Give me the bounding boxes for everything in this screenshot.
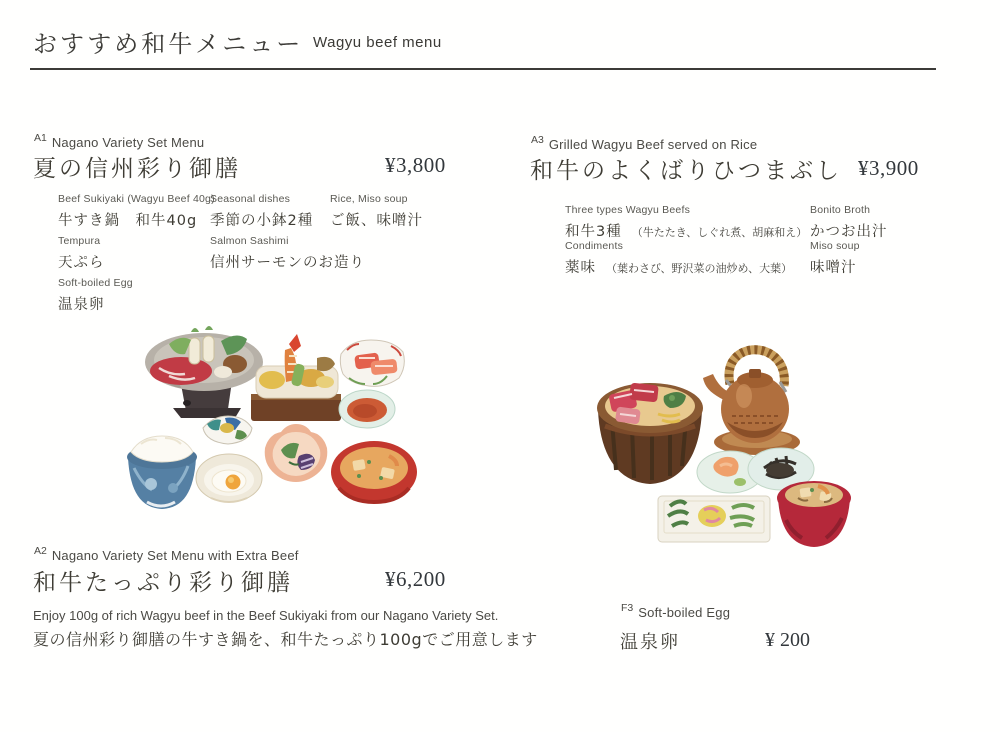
f3-title: 温泉卵 xyxy=(620,632,680,653)
f3-section-label xyxy=(621,602,730,620)
f3-price: ¥ 200 xyxy=(765,629,810,651)
item-label-en: Seasonal dishes xyxy=(210,193,291,205)
item-label-ja: 温泉卵 xyxy=(58,297,105,313)
hitsumabushi-illustration xyxy=(572,330,882,565)
a3-name-en: Grilled Wagyu Beef served on Rice xyxy=(548,137,758,152)
a1-item-tempura xyxy=(58,235,105,272)
item-label-ja: 和牛3種 （牛たたき、しぐれ煮、胡麻和え） xyxy=(565,224,808,240)
a1-item-soft-boiled-egg xyxy=(58,277,133,314)
a2-price: ¥6,200 xyxy=(385,567,446,591)
a3-section-label xyxy=(531,134,757,152)
item-label-ja: 味噌汁 xyxy=(810,260,857,276)
wagyu-rice-bowl xyxy=(597,383,703,484)
soft-boiled-egg-bowl xyxy=(196,454,262,502)
menu-title-english: Wagyu beef menu xyxy=(313,34,442,51)
a3-item-condiments xyxy=(565,240,792,277)
a1-section-label xyxy=(34,132,204,150)
pickle-plate xyxy=(658,496,770,542)
a1-item-salmon-sashimi xyxy=(210,235,365,272)
a2-code: A2 xyxy=(34,545,47,557)
a3-code: A3 xyxy=(531,134,544,146)
f3-code: F3 xyxy=(621,602,634,614)
menu-title-japanese: おすすめ和牛メニュー xyxy=(33,30,304,58)
a2-description-ja: 夏の信州彩り御膳の牛すき鍋を、和牛たっぷり100gでご用意します xyxy=(33,630,538,649)
a3-item-miso-soup xyxy=(810,240,860,277)
rice-bowl xyxy=(127,436,197,509)
dashi-teapot xyxy=(703,350,800,455)
a3-item-bonito-broth xyxy=(810,204,888,241)
miso-soup-bowl xyxy=(331,441,417,503)
a3-title: 和牛のよくばりひつまぶし xyxy=(530,158,842,184)
a1-price: ¥3,800 xyxy=(385,153,446,177)
header-divider xyxy=(30,68,936,70)
side-dish-bowl xyxy=(203,416,252,444)
item-label-en: Beef Sukiyaki (Wagyu Beef 40g) xyxy=(58,193,215,205)
tempura-tray xyxy=(251,334,341,421)
f3-name-en: Soft-boiled Egg xyxy=(638,605,731,620)
item-label-en: Bonito Broth xyxy=(810,204,871,216)
a2-description-en: Enjoy 100g of rich Wagyu beef in the Beef Sukiyaki from our Nagano Variety Set. xyxy=(33,608,499,623)
item-label-en: Three types Wagyu Beefs xyxy=(565,204,691,216)
nagano-set-illustration xyxy=(103,316,445,540)
dipping-sauce-bowl xyxy=(339,390,395,428)
item-note: （牛たたき、しぐれ煮、胡麻和え） xyxy=(637,226,808,239)
miso-soup-bowl-right xyxy=(777,481,851,547)
item-label-en: Miso soup xyxy=(810,240,860,252)
a1-item-beef-sukiyaki xyxy=(58,193,215,230)
sashimi-plate xyxy=(340,340,404,386)
a2-name-en: Nagano Variety Set Menu with Extra Beef xyxy=(51,548,299,563)
item-note: （葉わさび、野沢菜の油炒め、大葉） xyxy=(611,262,793,275)
a1-title: 夏の信州彩り御膳 xyxy=(33,156,241,182)
item-label-ja: かつお出汁 xyxy=(810,224,888,240)
a1-name-en: Nagano Variety Set Menu xyxy=(51,135,205,150)
item-label-en: Rice, Miso soup xyxy=(330,193,408,205)
item-label-ja: 信州サーモンのお造り xyxy=(210,255,365,271)
a1-code: A1 xyxy=(34,132,47,144)
item-label-en: Salmon Sashimi xyxy=(210,235,289,247)
sukiyaki-pot xyxy=(145,326,263,418)
item-label-en: Soft-boiled Egg xyxy=(58,277,133,289)
a3-price: ¥3,900 xyxy=(858,156,919,180)
item-label-en: Condiments xyxy=(565,240,624,252)
item-label-ja: 牛すき鍋 和牛40g xyxy=(58,213,198,229)
a1-item-seasonal-dishes xyxy=(210,193,313,230)
item-label-en: Tempura xyxy=(58,235,101,247)
a1-item-rice-miso-soup xyxy=(330,193,423,230)
a2-title: 和牛たっぷり彩り御膳 xyxy=(33,570,293,596)
a2-section-label xyxy=(34,545,299,563)
a3-item-three-wagyu xyxy=(565,204,807,241)
item-label-ja: 薬味 （葉わさび、野沢菜の油炒め、大葉） xyxy=(565,260,793,276)
vegetable-bowl xyxy=(265,424,328,482)
item-label-ja: 天ぷら xyxy=(58,255,105,271)
item-label-ja: ご飯、味噌汁 xyxy=(330,213,423,229)
item-label-ja: 季節の小鉢2種 xyxy=(210,213,314,229)
